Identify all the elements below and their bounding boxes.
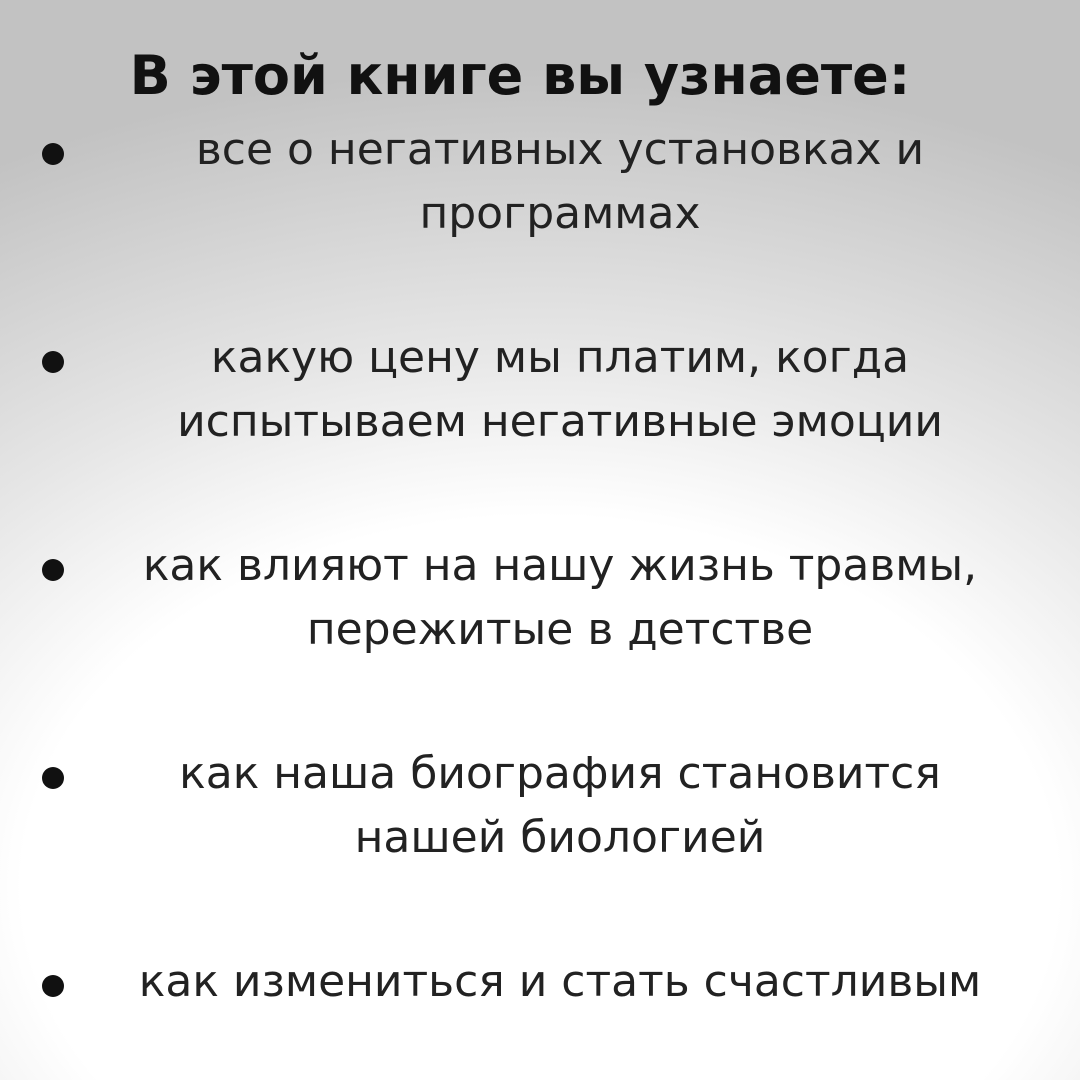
list-item-line: как измениться и стать счастливым [138, 956, 982, 1007]
list-item-line: испытываем негативные эмоции [177, 396, 943, 447]
list-item-line: как влияют на нашу жизнь травмы, [142, 540, 978, 591]
bullet-icon [42, 767, 64, 789]
bullet-icon [42, 559, 64, 581]
list-item-line: программах [419, 188, 701, 239]
page-title: В этой книге вы узнаете: [129, 44, 911, 107]
list-item-line: какую цену мы платим, когда [210, 332, 910, 383]
list-item-line: нашей биологией [354, 812, 766, 863]
bullet-icon [42, 975, 64, 997]
list-item-line: все о негативных установках и [195, 124, 925, 175]
list-item-line: пережитые в детстве [306, 604, 814, 655]
list-item-text [110, 742, 1010, 870]
list-item-text [110, 534, 1010, 662]
list-item-text [110, 118, 1010, 246]
bullet-icon [42, 351, 64, 373]
list-item-text [110, 326, 1010, 454]
list-item-text [110, 950, 1010, 1014]
bullet-icon [42, 143, 64, 165]
list-item-line: как наша биография становится [179, 748, 941, 799]
